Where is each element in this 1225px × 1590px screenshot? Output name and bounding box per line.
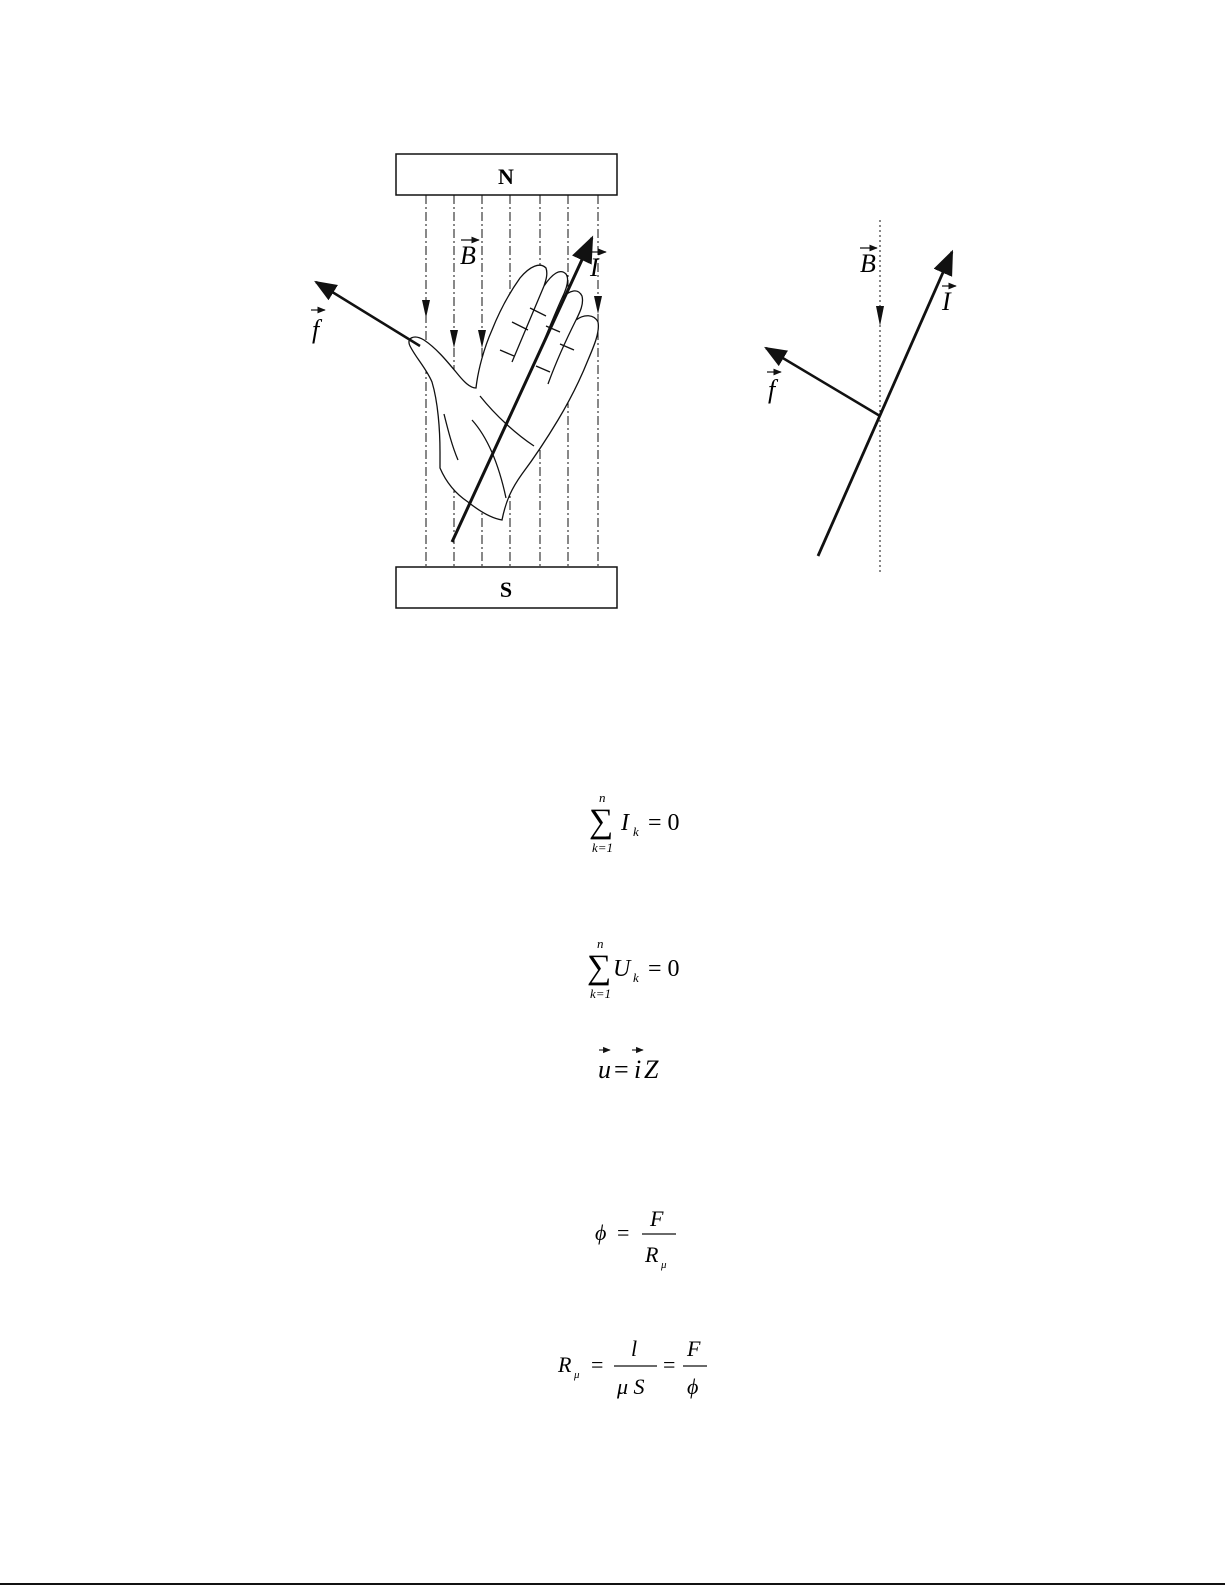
ohm-equals: = xyxy=(614,1055,629,1084)
sum-upper-limit: n xyxy=(599,790,606,805)
f-vector-label-right: f xyxy=(768,375,776,404)
label-f-left xyxy=(311,310,325,344)
reluctance-lhs: R xyxy=(558,1352,572,1377)
reluctance-equals: = xyxy=(591,1352,604,1377)
vector-diagram-figure xyxy=(766,220,956,573)
field-arrow-icon xyxy=(478,330,486,348)
equation-reluctance xyxy=(557,1336,707,1399)
kcl-term: I xyxy=(621,810,629,836)
flux-numerator: F xyxy=(650,1206,664,1231)
current-vector-arrow-right xyxy=(818,252,952,556)
equation-kcl xyxy=(589,790,680,855)
i-vector-label-right: I xyxy=(942,287,951,316)
b-vector-label: B xyxy=(460,241,476,270)
flux-equals: = xyxy=(617,1220,630,1245)
south-pole-block xyxy=(396,567,617,608)
flux-denominator: R xyxy=(645,1242,659,1267)
sigma-icon: ∑ xyxy=(589,803,614,840)
sum-upper-limit: n xyxy=(597,936,604,951)
sum-lower-limit: k=1 xyxy=(592,840,614,855)
kvl-rhs: = 0 xyxy=(648,956,680,982)
sum-lower-limit: k=1 xyxy=(590,986,612,1001)
reluctance-equals-2: = xyxy=(663,1352,676,1377)
reluctance-numerator-2: F xyxy=(687,1336,701,1361)
label-b-left xyxy=(460,240,479,270)
reluctance-lhs-subscript: μ xyxy=(574,1369,580,1381)
ohm-i: i xyxy=(634,1055,642,1084)
north-pole-block xyxy=(396,154,617,195)
south-pole-label: S xyxy=(499,577,513,602)
force-vector-arrow xyxy=(316,282,420,346)
sigma-icon: ∑ xyxy=(587,949,612,986)
left-hand-rule-figure xyxy=(311,154,617,608)
field-arrow-icon xyxy=(422,300,430,318)
i-vector-label: I xyxy=(590,253,599,282)
label-i-left xyxy=(589,252,606,282)
equation-ohm xyxy=(598,1050,659,1084)
label-i-right xyxy=(941,286,956,316)
field-arrow-icon xyxy=(594,296,602,314)
b-vector-label-right: B xyxy=(860,249,876,278)
kcl-rhs: = 0 xyxy=(648,810,680,836)
force-vector-arrow-right xyxy=(766,348,880,416)
north-pole-label: N xyxy=(498,164,514,189)
equation-kvl xyxy=(587,936,680,1001)
kvl-subscript: k xyxy=(633,970,639,985)
field-arrow-icon xyxy=(450,330,458,348)
flux-denominator-subscript: μ xyxy=(661,1259,667,1271)
label-b-right xyxy=(860,248,877,278)
ohm-z: Z xyxy=(644,1055,659,1084)
b-field-arrow-icon xyxy=(876,306,884,326)
f-vector-label: f xyxy=(312,315,320,344)
reluctance-denominator-2: ϕ xyxy=(687,1374,699,1399)
ohm-u: u xyxy=(598,1055,611,1084)
reluctance-denominator-1: μ S xyxy=(617,1374,645,1399)
flux-lhs: ϕ xyxy=(595,1220,607,1245)
kcl-subscript: k xyxy=(633,824,639,839)
kvl-term: U xyxy=(613,956,631,982)
label-f-right xyxy=(767,372,781,404)
left-hand-icon xyxy=(409,265,598,520)
equation-flux xyxy=(595,1206,676,1271)
reluctance-numerator-1: l xyxy=(631,1336,638,1361)
